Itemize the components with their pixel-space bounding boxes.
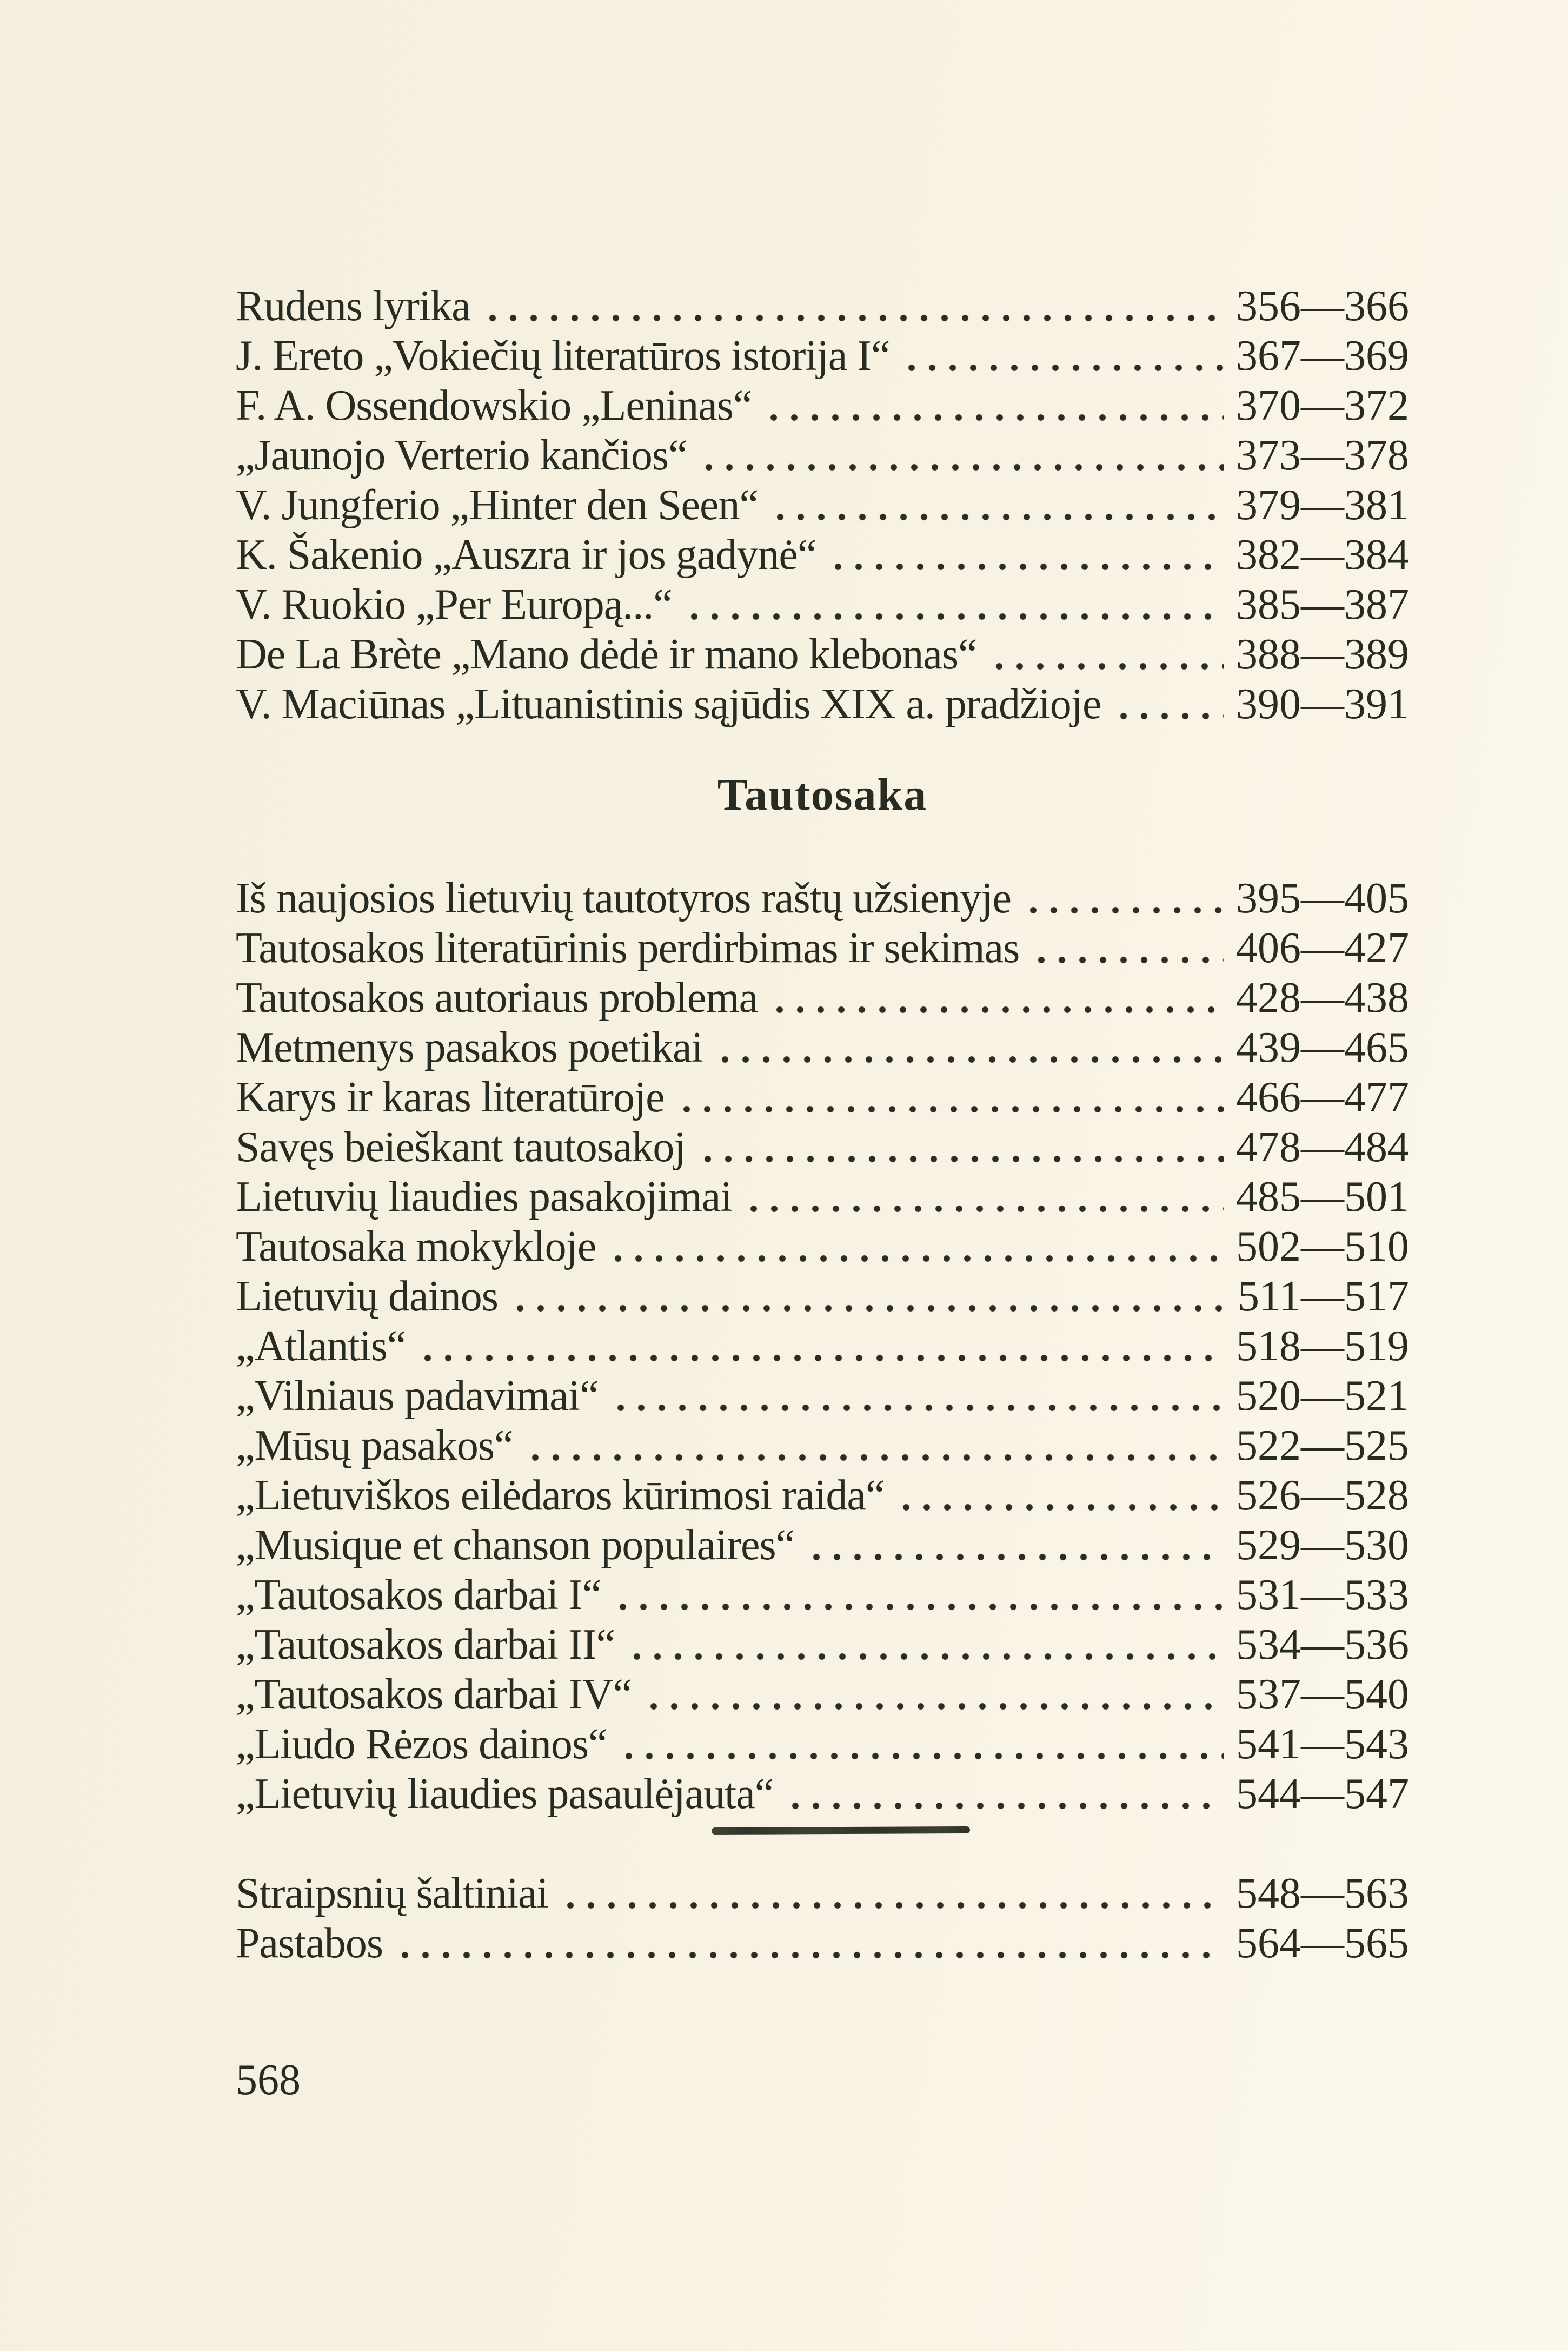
- dot-leader: [776, 513, 1224, 521]
- page-range: 531—533: [1236, 1571, 1409, 1619]
- page-range: 466—477: [1236, 1074, 1409, 1121]
- toc-entry-title: „Liudo Rėzos dainos“: [236, 1720, 607, 1768]
- page-range: 526—528: [1236, 1472, 1409, 1519]
- toc-entry: [236, 679, 1409, 729]
- toc-entry-title: V. Jungferio „Hinter den Seen“: [236, 481, 759, 529]
- toc-entry-title: De La Brète „Mano dėdė ir mano klebonas“: [236, 631, 977, 678]
- dot-leader: [705, 463, 1224, 471]
- page-range: 485—501: [1236, 1173, 1409, 1221]
- page-range: 534—536: [1236, 1621, 1409, 1668]
- dot-leader: [776, 1006, 1224, 1014]
- toc-entry-title: Savęs beieškant tautosakoj: [236, 1123, 686, 1171]
- toc-entry: [236, 1719, 1409, 1769]
- dot-leader: [908, 364, 1224, 372]
- dot-leader: [770, 414, 1224, 421]
- page-range: 367—369: [1236, 332, 1409, 380]
- toc-entry: [236, 1321, 1409, 1371]
- toc-entry-title: Lietuvių liaudies pasakojimai: [236, 1173, 732, 1221]
- dot-leader: [704, 1155, 1224, 1163]
- toc-entry: [236, 281, 1409, 331]
- toc-entry-title: J. Ereto „Vokiečių literatūros istorija I“: [236, 332, 890, 380]
- page-range: 548—563: [1236, 1870, 1409, 1917]
- page-range: 529—530: [1236, 1521, 1409, 1569]
- toc-entry-title: „Tautosakos darbai IV“: [236, 1671, 632, 1718]
- divider-rule: [712, 1826, 970, 1835]
- dot-leader: [1029, 906, 1224, 914]
- toc-section-appendix: [236, 1869, 1409, 1968]
- page-range: 502—510: [1236, 1223, 1409, 1270]
- page-range: 544—547: [1236, 1770, 1409, 1818]
- page-range: 439—465: [1236, 1024, 1409, 1071]
- dot-leader: [792, 1802, 1224, 1810]
- dot-leader: [567, 1902, 1224, 1909]
- page-range: 428—438: [1236, 974, 1409, 1022]
- toc-section-literature: [236, 281, 1409, 729]
- toc-entry: [236, 873, 1409, 923]
- toc-entry-title: „Lietuvių liaudies pasaulėjauta“: [236, 1770, 774, 1818]
- dot-leader: [619, 1603, 1224, 1611]
- toc-entry-title: V. Maciūnas „Lituanistinis sąjūdis XIX a. pradžioje: [236, 680, 1101, 728]
- toc-entry-title: „Tautosakos darbai I“: [236, 1571, 601, 1619]
- toc-entry: [236, 1421, 1409, 1471]
- page-range: 356—366: [1236, 282, 1409, 330]
- page-number: 568: [236, 2056, 301, 2104]
- toc-entry: [236, 1570, 1409, 1620]
- toc-entry-title: Lietuvių dainos: [236, 1273, 498, 1320]
- toc-entry-title: K. Šakenio „Auszra ir jos gadynė“: [236, 531, 816, 579]
- dot-leader: [633, 1653, 1224, 1660]
- page-range: 379—381: [1236, 481, 1409, 529]
- page-range: 478—484: [1236, 1123, 1409, 1171]
- toc-entry: [236, 331, 1409, 381]
- dot-leader: [401, 1951, 1224, 1959]
- toc-entry: [236, 1172, 1409, 1222]
- page-range: 388—389: [1236, 631, 1409, 678]
- dot-leader: [902, 1504, 1224, 1511]
- page-range: 522—525: [1236, 1422, 1409, 1469]
- toc-entry-title: Karys ir karas literatūroje: [236, 1074, 665, 1121]
- toc-entry: [236, 480, 1409, 530]
- dot-leader: [424, 1354, 1224, 1362]
- toc-entry-title: Tautosakos autoriaus problema: [236, 974, 758, 1022]
- toc-entry: [236, 1670, 1409, 1719]
- toc-entry-title: „Jaunojo Verterio kančios“: [236, 432, 687, 479]
- page-range: 385—387: [1236, 581, 1409, 628]
- dot-leader: [813, 1553, 1224, 1561]
- toc-entry: [236, 431, 1409, 480]
- toc-entry-title: Metmenys pasakos poetikai: [236, 1024, 703, 1071]
- toc-entry-title: „Musique et chanson populaires“: [236, 1521, 795, 1569]
- page-range: 395—405: [1236, 875, 1409, 922]
- page-range: 511—517: [1237, 1273, 1409, 1320]
- page-range: 537—540: [1236, 1671, 1409, 1718]
- toc-entry-title: „Atlantis“: [236, 1322, 406, 1370]
- toc-entry: [236, 1371, 1409, 1421]
- toc-entry: [236, 973, 1409, 1023]
- section-heading: Tautosaka: [717, 770, 928, 820]
- toc-entry: [236, 1023, 1409, 1072]
- toc-entry: [236, 1471, 1409, 1520]
- toc-entry-title: Pastabos: [236, 1919, 383, 1967]
- toc-entry-title: Iš naujosios lietuvių tautotyros raštų užsienyje: [236, 875, 1011, 922]
- toc-entry-title: F. A. Ossendowskio „Leninas“: [236, 382, 752, 429]
- dot-leader: [690, 613, 1224, 620]
- toc-entry-title: „Mūsų pasakos“: [236, 1422, 513, 1469]
- toc-entry-title: Tautosaka mokykloje: [236, 1223, 596, 1270]
- toc-entry: [236, 1769, 1409, 1819]
- dot-leader: [721, 1056, 1224, 1063]
- toc-entry: [236, 1122, 1409, 1172]
- toc-section-tautosaka: [236, 873, 1409, 1819]
- toc-entry: [236, 1918, 1409, 1968]
- toc-entry: [236, 530, 1409, 580]
- toc-entry-title: „Lietuviškos eilėdaros kūrimosi raida“: [236, 1472, 885, 1519]
- toc-entry-title: Tautosakos literatūrinis perdirbimas ir sekimas: [236, 924, 1020, 972]
- dot-leader: [650, 1703, 1224, 1710]
- dot-leader: [683, 1105, 1224, 1113]
- toc-entry: [236, 1520, 1409, 1570]
- page-range: 382—384: [1236, 531, 1409, 579]
- toc-entry: [236, 630, 1409, 679]
- toc-entry: [236, 1620, 1409, 1670]
- page-range: 406—427: [1236, 924, 1409, 972]
- dot-leader: [750, 1205, 1224, 1213]
- page-range: 564—565: [1236, 1919, 1409, 1967]
- dot-leader: [834, 563, 1224, 571]
- toc-entry: [236, 580, 1409, 630]
- dot-leader: [614, 1255, 1224, 1262]
- page-range: 373—378: [1236, 432, 1409, 479]
- toc-entry: [236, 1072, 1409, 1122]
- page-range: 518—519: [1236, 1322, 1409, 1370]
- toc-entry-title: Rudens lyrika: [236, 282, 470, 330]
- toc-entry: [236, 1271, 1409, 1321]
- page-range: 520—521: [1236, 1372, 1409, 1420]
- toc-entry-title: Straipsnių šaltiniai: [236, 1870, 548, 1917]
- toc-entry-title: „Vilniaus padavimai“: [236, 1372, 599, 1420]
- dot-leader: [1038, 956, 1224, 964]
- toc-entry-title: „Tautosakos darbai II“: [236, 1621, 615, 1668]
- dot-leader: [617, 1404, 1224, 1412]
- page-range: 390—391: [1236, 680, 1409, 728]
- dot-leader: [625, 1752, 1224, 1760]
- toc-entry-title: V. Ruokio „Per Europą...“: [236, 581, 672, 628]
- page-range: 541—543: [1236, 1720, 1409, 1768]
- dot-leader: [516, 1304, 1226, 1312]
- toc-entry: [236, 1869, 1409, 1918]
- dot-leader: [489, 314, 1224, 322]
- toc-entry: [236, 381, 1409, 431]
- toc-entry: [236, 1222, 1409, 1271]
- dot-leader: [531, 1454, 1224, 1461]
- dot-leader: [995, 663, 1224, 670]
- dot-leader: [1120, 712, 1224, 720]
- page-range: 370—372: [1236, 382, 1409, 429]
- toc-entry: [236, 923, 1409, 973]
